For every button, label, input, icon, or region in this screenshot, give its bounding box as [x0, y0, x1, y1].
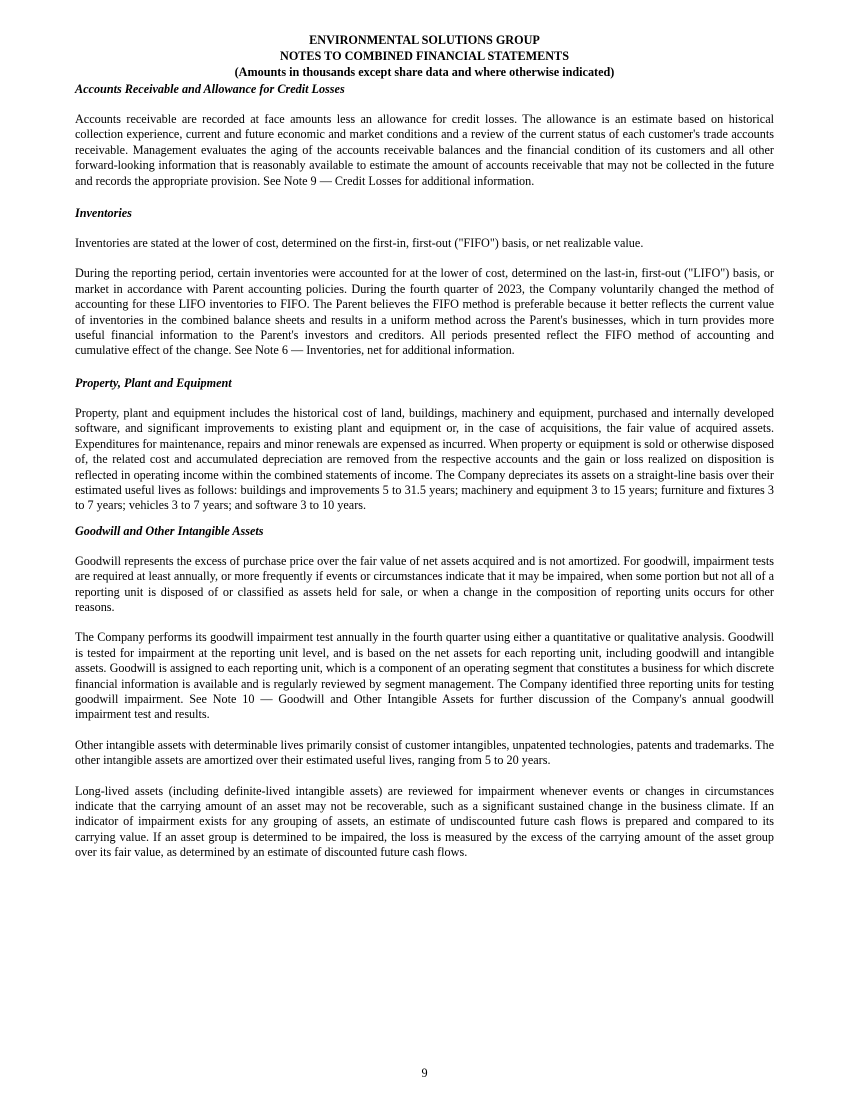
- paragraph-goodwill-2: The Company performs its goodwill impairment test annually in the fourth quarter using either a quantitative or qualitative analysis. Goodwill is tested for impairment at the reporting unit level, and is based on the net assets for each reporting unit, including goodwill and intangible assets. Goodwill is assigned to each reporting unit, which is a component of an operating segment that constitutes a business for which discrete financial information is available and is regularly reviewed by segment management. The Company identified three reporting units for testing goodwill impairment. See Note 10 — Goodwill and Other Intangible Assets for further discussion of the Company's annual goodwill impairment test and results.: [75, 630, 774, 722]
- section-title-ppe: Property, Plant and Equipment: [75, 375, 232, 390]
- page-number: 9: [421, 1066, 428, 1080]
- document-page: [75, 32, 774, 861]
- document-title: NOTES TO COMBINED FINANCIAL STATEMENTS: [280, 49, 569, 63]
- document-subtitle: (Amounts in thousands except share data and where otherwise indicated): [234, 65, 615, 79]
- section-title-receivables: Accounts Receivable and Allowance for Credit Losses: [75, 82, 345, 96]
- paragraph-goodwill-3: Other intangible assets with determinable lives primarily consist of customer intangibles, unpatented technologies, patents and trademarks. The other intangible assets are amortized over their estimated useful lives, ranging from 5 to 20 years.: [75, 737, 774, 768]
- paragraph-inventories-1: Inventories are stated at the lower of cost, determined on the first-in, first-out ("FIFO") basis, or net realizable value.: [75, 236, 644, 251]
- section-title-goodwill: Goodwill and Other Intangible Assets: [75, 523, 264, 538]
- section-title-inventories: Inventories: [75, 206, 132, 221]
- paragraph-ppe-1: Property, plant and equipment includes the historical cost of land, buildings, machinery and equipment, purchased and internally developed software, and significant improvements to existing plant and equipment or, in the case of acquisitions, the fair value of acquired assets. Expenditures for maintenance, repairs and minor renewals are expensed as incurred. When property or equipment is sold or otherwise disposed of, the related cost and accumulated depreciation are removed from the respective accounts and the gain or loss realized on disposition is reflected in operating income within the combined statements of income. The Company depreciates its assets on a straight-line basis over their estimated useful lives as follows: buildings and improvements 5 to 31.5 years; machinery and equipment 3 to 15 years; furniture and fixtures 3 to 7 years; vehicles 3 to 7 years; and software 3 to 10 years.: [75, 405, 774, 513]
- paragraph-inventories-2: During the reporting period, certain inventories were accounted for at the lower of cost, determined on the last-in, first-out ("LIFO") basis, or market in accordance with Parent accounting policies. During the fourth quarter of 2023, the Company voluntarily changed the method of accounting for these LIFO inventories to FIFO. The Parent believes the FIFO method is preferable because it better reflects the current value of inventories in the combined balance sheets and results in a uniform method across the Parent's businesses, which in turn provides more useful financial information to the Parent's investors and creditors. All periods presented reflect the FIFO method of accounting and cumulative effect of the change. See Note 6 — Inventories, net for additional information.: [75, 266, 774, 358]
- paragraph-receivables-1: Accounts receivable are recorded at face amounts less an allowance for credit losses. The allowance is an estimate based on historical collection experience, current and future economic and market conditions and a review of the current status of each customer's trade accounts receivable. Management evaluates the aging of the accounts receivable balances and the financial condition of its customers and all other forward-looking information that is reasonably available to estimate the amount of accounts receivable that may not be collected in the future and records the appropriate provision. See Note 9 — Credit Losses for additional information.: [75, 112, 774, 188]
- paragraph-goodwill-1: Goodwill represents the excess of purchase price over the fair value of net assets acquired and is not amortized. For goodwill, impairment tests are required at least annually, or more frequently if events or circumstances indicate that it may be impaired, when some portion but not all of a reporting unit is disposed of or classified as assets held for sale, or when a change in the composition of reporting units occurs for other reasons.: [75, 553, 774, 614]
- company-name: ENVIRONMENTAL SOLUTIONS GROUP: [309, 33, 540, 47]
- paragraph-goodwill-4: Long-lived assets (including definite-lived intangible assets) are reviewed for impairment whenever events or changes in circumstances indicate that the carrying amount of an asset may not be recoverable, such as a significant sustained change in the business climate. If an indicator of impairment exists for any grouping of assets, an estimate of undiscounted future cash flows is prepared and compared to its carrying value. If an asset group is determined to be impaired, the loss is measured by the excess of the carrying amount of the asset group over its fair value, as determined by an estimate of discounted future cash flows.: [75, 783, 774, 860]
- document-header: [75, 32, 774, 80]
